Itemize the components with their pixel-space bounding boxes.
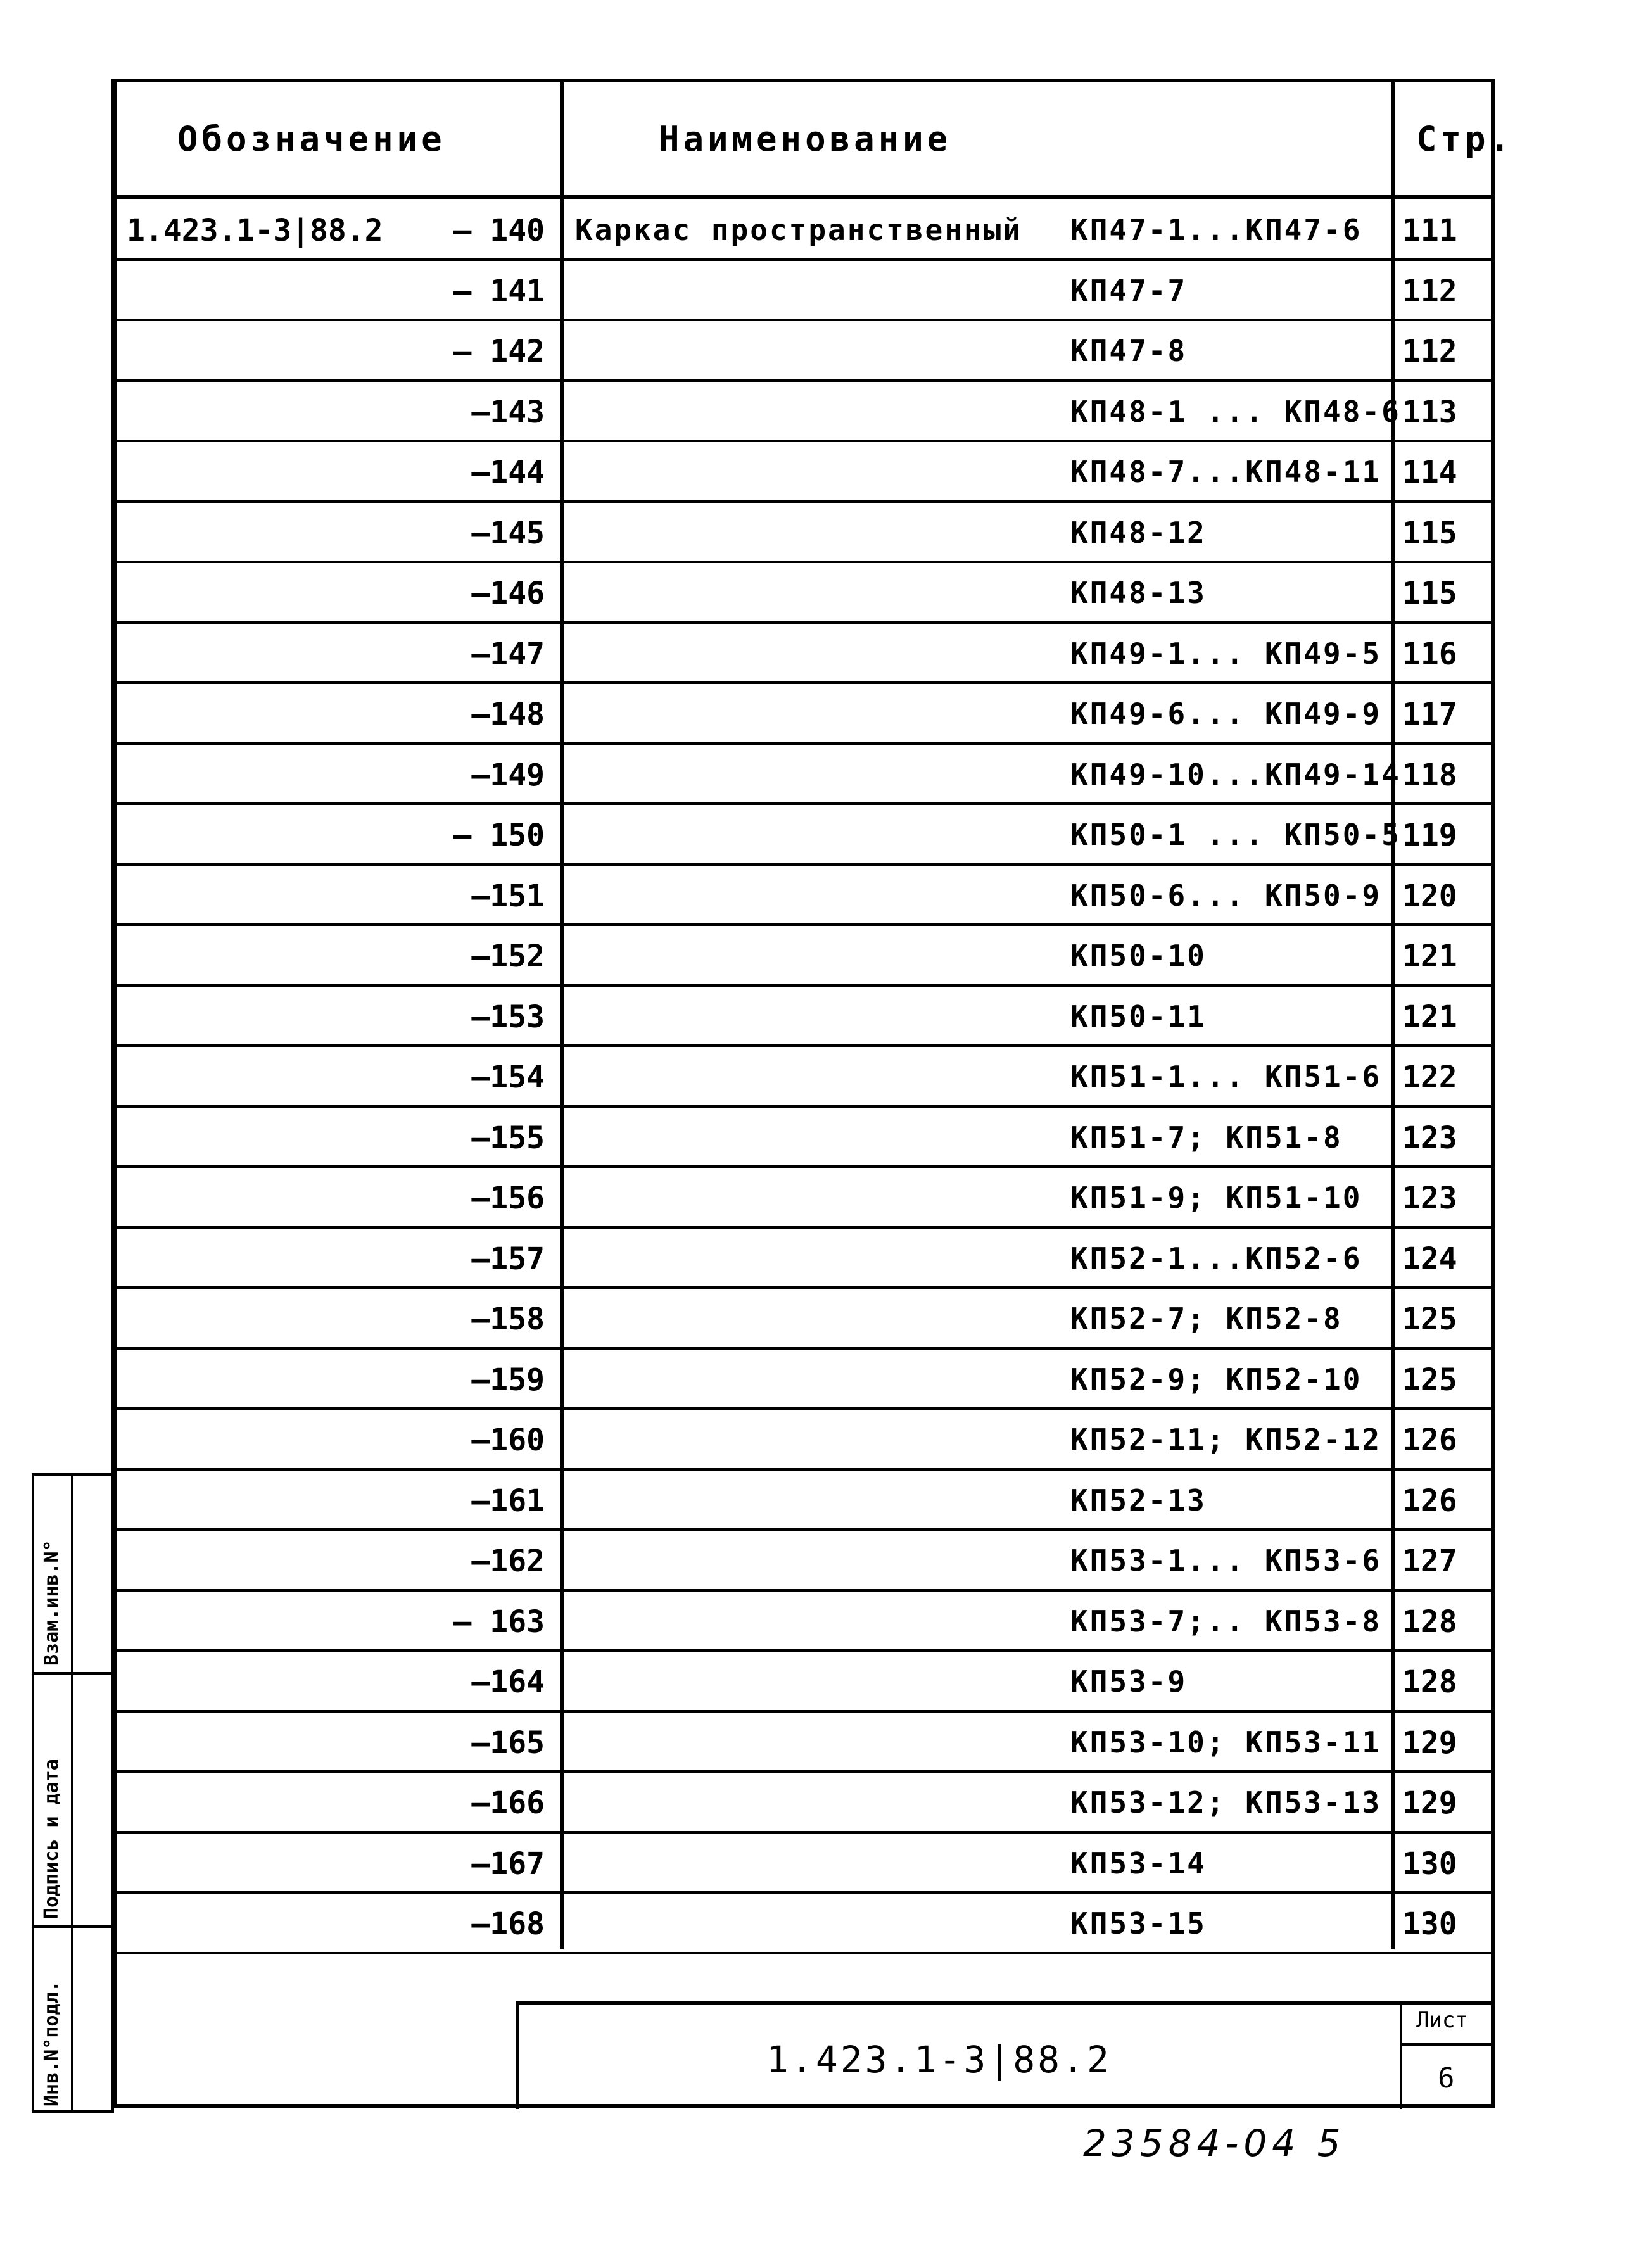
row-code: — 140 xyxy=(453,213,545,248)
row-mark: КП47-8 xyxy=(1070,334,1188,368)
row-page: 121 xyxy=(1402,939,1457,974)
row-page: 130 xyxy=(1402,1846,1457,1882)
row-separator xyxy=(111,500,1495,503)
row-mark: КП49-1... КП49-5 xyxy=(1070,636,1382,671)
row-mark: КП52-13 xyxy=(1070,1483,1207,1517)
row-mark: КП53-9 xyxy=(1070,1664,1188,1699)
row-page: 122 xyxy=(1402,1060,1457,1095)
stamp-doc-code: 1.423.1-3|88.2 xyxy=(766,2038,1112,2081)
row-page: 118 xyxy=(1402,757,1457,793)
row-separator xyxy=(111,802,1495,805)
row-mark: КП53-14 xyxy=(1070,1846,1207,1880)
row-code: —167 xyxy=(471,1846,545,1882)
row-page: 115 xyxy=(1402,576,1457,611)
row-mark: КП50-1 ... КП50-5 xyxy=(1070,818,1401,852)
row-page: 123 xyxy=(1402,1120,1457,1156)
row-mark: КП47-1...КП47-6 xyxy=(1070,213,1362,247)
row-mark: КП51-9; КП51-10 xyxy=(1070,1181,1362,1215)
row-code: —166 xyxy=(471,1785,545,1821)
row-code: —156 xyxy=(471,1181,545,1216)
row-page: 114 xyxy=(1402,455,1457,490)
row-separator xyxy=(111,742,1495,745)
row-code: —162 xyxy=(471,1543,545,1579)
row-page: 125 xyxy=(1402,1302,1457,1337)
row-page: 120 xyxy=(1402,878,1457,914)
row-page: 115 xyxy=(1402,515,1457,551)
row-page: 117 xyxy=(1402,697,1457,732)
row-separator xyxy=(111,319,1495,321)
side-label-podpis: Подпись и дата xyxy=(41,1759,63,1919)
row-separator xyxy=(111,1044,1495,1047)
row-code: —145 xyxy=(471,515,545,551)
row-page: 119 xyxy=(1402,818,1457,853)
row-code: —143 xyxy=(471,394,545,430)
side-sep-v xyxy=(71,1473,73,2113)
row-mark: КП50-6... КП50-9 xyxy=(1070,878,1382,913)
row-separator xyxy=(111,1105,1495,1108)
row-code: —154 xyxy=(471,1060,545,1095)
row-page: 127 xyxy=(1402,1543,1457,1579)
row-separator xyxy=(111,1649,1495,1652)
side-label-inv: Инв.N°подл. xyxy=(41,1980,63,2106)
row-mark: КП48-7...КП48-11 xyxy=(1070,455,1382,489)
row-page: 124 xyxy=(1402,1241,1457,1277)
row-code: — 163 xyxy=(453,1604,545,1640)
row-mark: КП51-1... КП51-6 xyxy=(1070,1060,1382,1094)
row-page: 112 xyxy=(1402,334,1457,369)
header-designation: Обозначение xyxy=(177,118,446,159)
row-page: 116 xyxy=(1402,636,1457,672)
row-mark: КП47-7 xyxy=(1070,273,1188,308)
row-page: 111 xyxy=(1402,213,1457,248)
row-page: 126 xyxy=(1402,1483,1457,1519)
row-code: —164 xyxy=(471,1664,545,1700)
row-separator xyxy=(111,561,1495,563)
row-page: 129 xyxy=(1402,1725,1457,1761)
row-code: —151 xyxy=(471,878,545,914)
row-code: —152 xyxy=(471,939,545,974)
row-separator xyxy=(111,621,1495,624)
row-page: 125 xyxy=(1402,1362,1457,1398)
row-separator xyxy=(111,1407,1495,1410)
row-code: —160 xyxy=(471,1422,545,1458)
side-label-vzam: Взам.инв.N° xyxy=(41,1540,63,1666)
row-mark: КП50-11 xyxy=(1070,999,1207,1034)
row-separator xyxy=(111,1528,1495,1531)
row-page: 128 xyxy=(1402,1664,1457,1700)
row-mark: КП53-12; КП53-13 xyxy=(1070,1785,1382,1820)
row-code: —157 xyxy=(471,1241,545,1277)
row-code: —165 xyxy=(471,1725,545,1761)
row-mark: КП52-7; КП52-8 xyxy=(1070,1302,1343,1336)
row-page: 130 xyxy=(1402,1906,1457,1942)
row-code: —153 xyxy=(471,999,545,1035)
row-mark: КП53-1... КП53-6 xyxy=(1070,1543,1382,1578)
row-separator xyxy=(111,258,1495,261)
row-code-prefix: 1.423.1-3|88.2 xyxy=(127,213,383,248)
stamp-sheet-label: Лист xyxy=(1416,2008,1468,2033)
row-code: —159 xyxy=(471,1362,545,1398)
row-code: —147 xyxy=(471,636,545,672)
row-mark: КП53-10; КП53-11 xyxy=(1070,1725,1382,1759)
row-name: Каркас пространственный xyxy=(575,213,1022,247)
row-separator xyxy=(111,1468,1495,1471)
row-mark: КП51-7; КП51-8 xyxy=(1070,1120,1343,1155)
row-code: — 141 xyxy=(453,273,545,309)
header-name: Наименование xyxy=(659,118,952,159)
row-code: — 150 xyxy=(453,818,545,853)
row-code: —149 xyxy=(471,757,545,793)
row-separator xyxy=(111,1589,1495,1592)
row-page: 126 xyxy=(1402,1422,1457,1458)
row-separator xyxy=(111,1831,1495,1834)
row-page: 121 xyxy=(1402,999,1457,1035)
row-separator xyxy=(111,863,1495,866)
col-sep-1 xyxy=(560,79,564,1949)
footer-number: 23584-04 5 xyxy=(1083,2122,1346,2165)
stamp-sep-h xyxy=(1400,2043,1495,2046)
row-code: —148 xyxy=(471,697,545,732)
row-code: —161 xyxy=(471,1483,545,1519)
header-page: Стр. xyxy=(1416,118,1514,159)
row-separator xyxy=(111,1710,1495,1713)
row-mark: КП52-1...КП52-6 xyxy=(1070,1241,1362,1276)
row-mark: КП52-9; КП52-10 xyxy=(1070,1362,1362,1397)
row-separator xyxy=(111,440,1495,442)
row-page: 129 xyxy=(1402,1785,1457,1821)
row-separator xyxy=(111,923,1495,926)
row-page: 112 xyxy=(1402,273,1457,309)
row-code: —155 xyxy=(471,1120,545,1156)
row-mark: КП48-1 ... КП48-6 xyxy=(1070,394,1401,429)
row-mark: КП52-11; КП52-12 xyxy=(1070,1422,1382,1457)
stamp-sheet-number: 6 xyxy=(1438,2062,1455,2094)
row-mark: КП48-13 xyxy=(1070,576,1207,610)
row-mark: КП48-12 xyxy=(1070,515,1207,550)
row-mark: КП50-10 xyxy=(1070,939,1207,973)
row-separator xyxy=(111,379,1495,382)
row-separator xyxy=(111,1770,1495,1773)
row-page: 123 xyxy=(1402,1181,1457,1216)
row-separator xyxy=(111,1891,1495,1894)
row-separator xyxy=(111,1165,1495,1168)
row-separator xyxy=(111,1347,1495,1350)
row-code: —168 xyxy=(471,1906,545,1942)
row-code: —146 xyxy=(471,576,545,611)
row-code: —158 xyxy=(471,1302,545,1337)
row-separator xyxy=(111,1952,1495,1954)
row-mark: КП49-10...КП49-14 xyxy=(1070,757,1401,792)
col-sep-2 xyxy=(1391,79,1395,1949)
row-mark: КП49-6... КП49-9 xyxy=(1070,697,1382,731)
stamp-sep xyxy=(1400,2001,1402,2109)
row-separator xyxy=(111,1286,1495,1289)
row-page: 128 xyxy=(1402,1604,1457,1640)
row-mark: КП53-7;.. КП53-8 xyxy=(1070,1604,1382,1638)
row-page: 113 xyxy=(1402,394,1457,430)
row-separator xyxy=(111,1226,1495,1229)
row-code: — 142 xyxy=(453,334,545,369)
row-separator xyxy=(111,681,1495,684)
row-separator xyxy=(111,984,1495,987)
row-code: —144 xyxy=(471,455,545,490)
row-mark: КП53-15 xyxy=(1070,1906,1207,1941)
